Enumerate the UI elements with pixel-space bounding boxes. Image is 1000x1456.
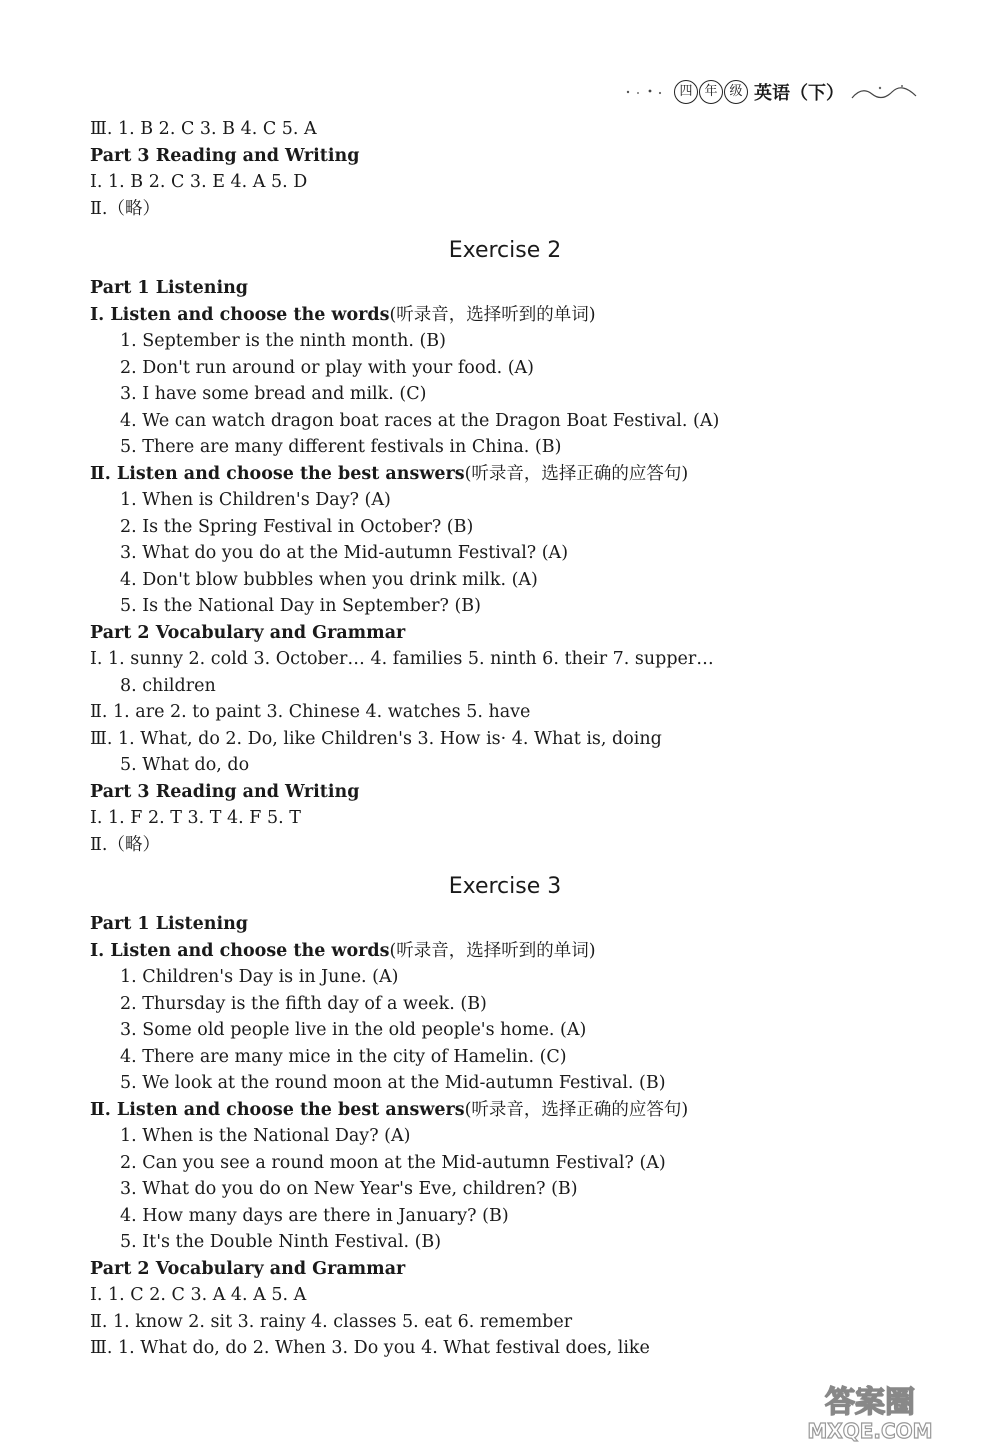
section-heading [90, 302, 950, 329]
answer-line: Ⅲ. 1. What do, do 2. When 3. Do you 4. What festival does, like [90, 1338, 650, 1358]
answer-item: 5. Is the National Day in September? (B) [120, 596, 481, 616]
exercise-title: Exercise 3 [448, 874, 562, 899]
answer-item: 1. When is Children's Day? (A) [120, 490, 391, 510]
svg-text:MXQE.COM: MXQE.COM [807, 1419, 933, 1443]
answer-item: 4. How many days are there in January? (B) [120, 1205, 509, 1226]
answer-item: 4. There are many mice in the city of Hamelin. (C) [120, 1046, 567, 1067]
section-heading [90, 461, 950, 488]
section-heading [90, 938, 950, 965]
part-heading: Part 2 Vocabulary and Grammar [90, 622, 406, 643]
answer-item: 3. What do you do on New Year's Eve, children? (B) [120, 1179, 578, 1199]
grade-badge [674, 80, 748, 104]
section-heading-note: (听录音，选择听到的单词) [389, 304, 596, 325]
section-heading [90, 1097, 950, 1124]
section-heading-note: (听录音，选择正确的应答句) [464, 463, 689, 484]
section-heading-text: Ⅰ. Listen and choose the words [90, 940, 390, 961]
answer-line: Ⅲ. 1. What, do 2. Do, like Children's 3. How is· 4. What is, doing [90, 728, 662, 749]
answer-line: 5. What do, do [120, 755, 250, 775]
answer-line: Ⅱ.（略） [90, 834, 160, 855]
answer-item: 2. Don't run around or play with your food. (A) [120, 357, 534, 378]
answer-line: Ⅰ. 1. F 2. T 3. T 4. F 5. T [90, 808, 301, 828]
answer-item: 3. I have some bread and milk. (C) [120, 384, 427, 404]
section-heading-text: Ⅱ. Listen and choose the best answers [90, 463, 465, 484]
grade-char: 四 [674, 80, 698, 104]
grade-char: 年 [699, 80, 723, 104]
answer-item: 2. Thursday is the fifth day of a week. (B) [120, 993, 487, 1014]
page-header [624, 72, 920, 112]
exercise-title: Exercise 2 [448, 238, 562, 263]
answer-line: 8. children [120, 675, 216, 696]
answer-line: Ⅰ. 1. B 2. C 3. E 4. A 5. D [90, 172, 308, 192]
part-heading: Part 2 Vocabulary and Grammar [90, 1258, 406, 1279]
section-heading-text: Ⅰ. Listen and choose the words [90, 304, 390, 325]
answer-line: Ⅰ. 1. C 2. C 3. A 4. A 5. A [90, 1285, 307, 1305]
decorative-dots-icon [624, 87, 664, 97]
answer-content [90, 116, 950, 1362]
answer-line: Ⅱ. 1. are 2. to paint 3. Chinese 4. watches 5. have [90, 702, 531, 722]
watermark-text: 答案圈 [825, 1385, 915, 1420]
decorative-wave-icon [850, 80, 920, 104]
answer-item: 4. We can watch dragon boat races at the Dragon Boat Festival. (A) [120, 410, 720, 431]
answer-item: 5. There are many different festivals in China. (B) [120, 437, 562, 457]
answer-item: 1. Children's Day is in June. (A) [120, 967, 399, 987]
subject-title: 英语（下） [754, 83, 844, 104]
watermark-logo-icon [760, 1374, 980, 1444]
answer-line: Ⅲ. 1. B 2. C 3. B 4. C 5. A [90, 119, 317, 139]
section-heading-text: Ⅱ. Listen and choose the best answers [90, 1099, 465, 1120]
answer-line: Ⅰ. 1. sunny 2. cold 3. October… 4. families 5. ninth 6. their 7. supper… [90, 649, 714, 669]
answer-item: 4. Don't blow bubbles when you drink milk. (A) [120, 569, 538, 590]
answer-item: 2. Is the Spring Festival in October? (B) [120, 516, 474, 537]
part-heading: Part 1 Listening [90, 914, 249, 934]
answer-item: 1. When is the National Day? (A) [120, 1126, 411, 1146]
answer-item: 2. Can you see a round moon at the Mid-autumn Festival? (A) [120, 1152, 666, 1173]
answer-item: 5. We look at the round moon at the Mid-autumn Festival. (B) [120, 1073, 666, 1093]
answer-line: Ⅱ. 1. know 2. sit 3. rainy 4. classes 5. eat 6. remember [90, 1311, 573, 1332]
answer-line: Ⅱ.（略） [90, 198, 160, 219]
part-heading: Part 1 Listening [90, 278, 249, 298]
grade-char: 级 [724, 80, 748, 104]
part-heading: Part 3 Reading and Writing [90, 145, 360, 166]
part-heading: Part 3 Reading and Writing [90, 781, 360, 802]
answer-item: 3. What do you do at the Mid-autumn Festival? (A) [120, 543, 569, 563]
answer-item: 1. September is the ninth month. (B) [120, 331, 446, 351]
answer-item: 5. It's the Double Ninth Festival. (B) [120, 1232, 442, 1252]
section-heading-note: (听录音，选择正确的应答句) [464, 1099, 689, 1120]
answer-item: 3. Some old people live in the old people's home. (A) [120, 1020, 587, 1040]
section-heading-note: (听录音，选择听到的单词) [389, 940, 596, 961]
